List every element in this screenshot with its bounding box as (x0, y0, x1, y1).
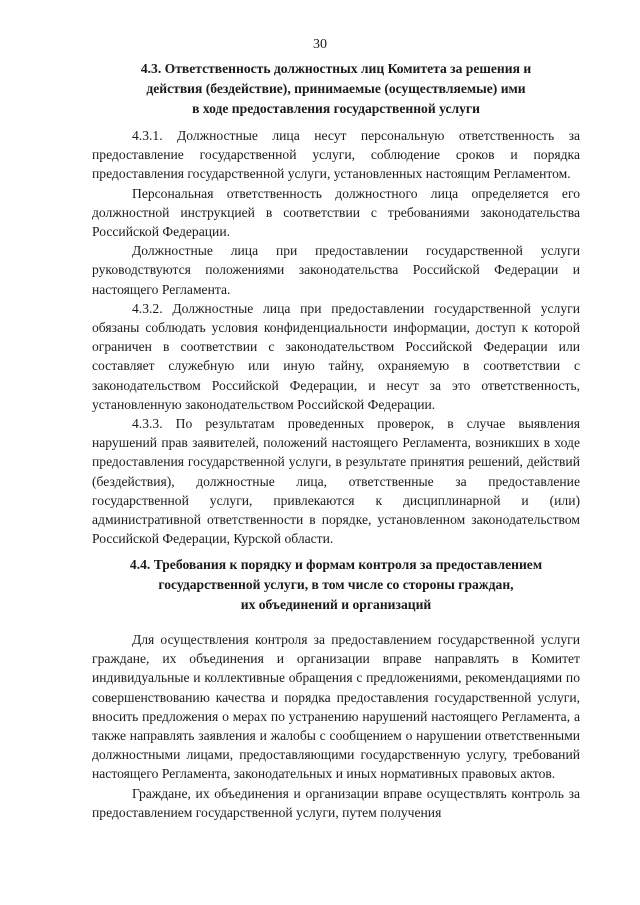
heading-line: действия (бездействие), принимаемые (осуществляемые) ими (146, 81, 526, 96)
section-4-3-heading (92, 59, 580, 119)
section-4-4-body (92, 630, 580, 822)
heading-line: их объединений и организаций (240, 597, 432, 612)
paragraph-control-appeals: Для осуществления контроля за предоставлением государственной услуги граждане, их объединения и организации вправе направлять в Комитет индивидуальные и коллективные обращения с предложениями, рекомендациями по совершенствованию качества и порядка предоставления государственной услуги, вносить предложения о мерах по устранению нарушений настоящего Регламента, а также направлять заявления и жалобы с сообщением о нарушении ответственными должностными лицами, предоставляющими государственную услугу, требований настоящего Регламента, законодательных и иных нормативных правовых актов. (92, 632, 580, 782)
heading-line: в ходе предоставления государственной услуги (192, 101, 480, 116)
paragraph-4-3-1: 4.3.1. Должностные лица несут персональную ответственность за предоставление государственной услуги, соблюдение сроков и порядка предоставления государственной услуги, установленных настоящим Регламентом. (92, 128, 580, 182)
paragraph-legislation-guidance: Должностные лица при предоставлении государственной услуги руководствуются положениями законодательства Российской Федерации и настоящего Регламента. (92, 243, 580, 297)
paragraph-4-3-3: 4.3.3. По результатам проведенных проверок, в случае выявления нарушений прав заявителей, положений настоящего Регламента, возникших в ходе предоставления государственной услуги, в результате принятия решений, действий (бездействия), должностные лица, ответственные за предоставление государственной услуги, привлекаются к дисциплинарной и (или) административной ответственности в порядке, установленном законодательством Российской Федерации, Курской области. (92, 416, 580, 547)
heading-line: государственной услуги, в том числе со стороны граждан, (158, 577, 514, 592)
paragraph-personal-responsibility: Персональная ответственность должностного лица определяется его должностной инструкцией в соответствии с требованиями законодательства Российской Федерации. (92, 185, 580, 240)
paragraph-control-rights: Граждане, их объединения и организации вправе осуществлять контроль за предоставлением государственной услуги, путем получения (92, 785, 580, 820)
heading-line: 4.4. Требования к порядку и формам контроля за предоставлением (129, 557, 543, 572)
section-4-3-body (92, 126, 580, 548)
section-4-4-heading (92, 555, 580, 615)
paragraph-4-3-2: 4.3.2. Должностные лица при предоставлении государственной услуги обязаны соблюдать условия конфиденциальности информации, доступ к которой ограничен в соответствии с законодательством Российской Федерации или составляет служебную или иную тайну, охраняемую в соответствии с законодательством Российской Федерации, и несут за это ответственность, установленную законодательством Российской Федерации. (92, 300, 580, 412)
page-number: 30 (313, 37, 327, 52)
heading-line: 4.3. Ответственность должностных лиц Комитета за решения и (140, 61, 532, 76)
